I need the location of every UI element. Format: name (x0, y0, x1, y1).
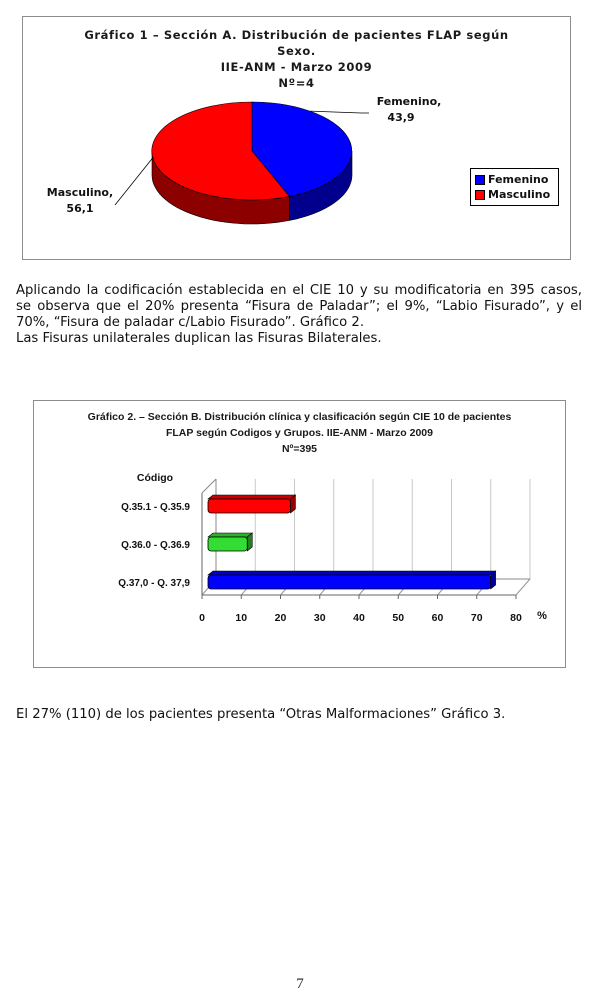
x-tick-label: 30 (313, 612, 326, 624)
y-axis-title: Código (136, 472, 174, 484)
x-tick-label: 20 (274, 612, 287, 624)
bar-top (208, 495, 295, 499)
legend-swatch (475, 175, 485, 185)
legend-item-masculino (475, 187, 554, 202)
chart1-title-line: Sexo. (277, 44, 316, 58)
legend-label: Femenino (488, 173, 549, 186)
chart1-legend (470, 168, 559, 206)
bar-2 (208, 537, 247, 551)
legend-item-femenino (475, 172, 554, 187)
data-label-masculino-name: Masculino, (46, 186, 114, 199)
x-tick-label: 10 (235, 612, 248, 624)
bar-chart-cie10 (33, 400, 566, 668)
text-line: Las Fisuras unilaterales duplican las Fisuras Bilaterales. (16, 331, 382, 346)
legend-label: Masculino (488, 188, 551, 201)
x-axis-unit: % (537, 610, 547, 622)
chart1-title-line: IIE-ANM - Marzo 2009 (220, 60, 373, 74)
bar-top (208, 533, 252, 537)
x-tick-label: 0 (199, 612, 205, 624)
body-paragraph-2: El 27% (110) de los pacientes presenta “Otras Malformaciones” Gráfico 3. (16, 707, 506, 722)
bar-plot (34, 401, 567, 669)
text-line: 70%, “Fisura de paladar c/Labio Fisurado”. Gráfico 2. (16, 315, 365, 330)
text-line: Aplicando la codificación establecida en el CIE 10 y su modificatoria en 395 casos, (16, 283, 582, 298)
x-tick-label: 70 (470, 612, 483, 624)
text-line: se observa que el 20% presenta “Fisura de Paladar”; el 9%, “Labio Fisurado”, y el (16, 299, 582, 314)
bar-1 (208, 499, 290, 513)
chart2-title-line: FLAP según Codigos y Grupos. IIE-ANM - Marzo 2009 (165, 427, 433, 439)
y-tick-label: Q.35.1 - Q.35.9 (121, 502, 190, 513)
data-label-femenino-value: 43,9 (387, 111, 415, 124)
body-paragraph-1 (16, 283, 582, 347)
x-tick-label: 60 (431, 612, 444, 624)
pie-plot (23, 17, 572, 261)
data-label-femenino-name: Femenino, (376, 95, 442, 108)
data-label-masculino-value: 56,1 (66, 202, 94, 215)
y-tick-label: Q.36.0 - Q.36.9 (121, 540, 190, 551)
x-tick-label: 80 (510, 612, 522, 624)
x-tick-label: 50 (392, 612, 405, 624)
page-number: 7 (296, 976, 304, 992)
y-tick-label: Q.37,0 - Q. 37,9 (118, 578, 190, 589)
leader-line-femenino (310, 111, 369, 113)
leader-line-masculino (115, 157, 153, 205)
legend-swatch (475, 190, 485, 200)
chart1-title-line: Nº=4 (278, 76, 315, 90)
chart2-title-line: Nº=395 (281, 443, 318, 455)
pie-chart-gender (22, 16, 571, 260)
wall-edge (202, 479, 216, 493)
chart1-title-line: Gráfico 1 – Sección A. Distribución de pacientes FLAP según (84, 28, 509, 42)
bar-top (208, 571, 496, 575)
chart2-title-line: Gráfico 2. – Sección B. Distribución clínica y clasificación según CIE 10 de pacientes (87, 411, 512, 423)
floor-gridline (516, 579, 530, 595)
x-tick-label: 40 (353, 612, 365, 624)
bar-3 (208, 575, 491, 589)
